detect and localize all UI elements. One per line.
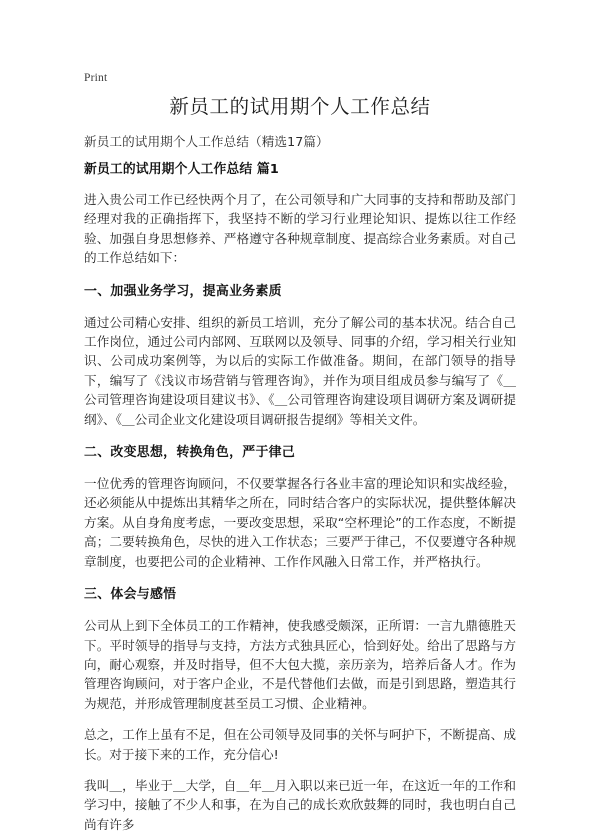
section-body-2: 一位优秀的管理咨询顾问，不仅要掌握各行各业丰富的理论知识和实战经验，还必须能从中提炼出其精华之所在，同时结合客户的实际状况，提供整体解决方案。从自身角度考虑，一要改变思想，采取“空杯理论”的工作态度，不断提高；二要转换角色，尽快的进入工作状态；三要严于律己，不仅要遵守各种规章制度，也要把公司的企业精神、工作作风融入日常工作，并严格执行。 — [84, 476, 516, 569]
print-link[interactable]: Print — [84, 72, 108, 84]
section-heading-1: 一、加强业务学习，提高业务素质 — [84, 283, 282, 299]
next-article-paragraph: 我叫＿，毕业于＿大学，自＿年＿月入职以来已近一年，在这近一年的工作和学习中，接触了不少人和事，在为自己的成长欢欣鼓舞的同时，我也明白自己尚有许多 — [84, 777, 516, 832]
section-body-3: 公司从上到下全体员工的工作精神，使我感受颇深，正所谓：一言九鼎德胜天下。平时领导的指导与支持，方法方式独具匠心，恰到好处。给出了思路与方向，耐心观察，并及时指导，但不大包大揽，亲历亲为，培养后备人才。作为管理咨询顾问，对于客户企业，不是代替他们去做，而是引到思路，塑造其行为规范，并形成管理制度甚至员工习惯、企业精神。 — [84, 618, 516, 711]
section-body-1: 通过公司精心安排、组织的新员工培训，充分了解公司的基本状况。结合自己工作岗位，通过公司内部网、互联网以及领导、同事的介绍，学习相关行业知识、公司成功案例等，为以后的实际工作做准备。期间，在部门领导的指导下，编写了《浅议市场营销与管理咨询》，并作为项目组成员参与编写了《＿公司管理咨询建设项目建议书》、《＿公司管理咨询建设项目调研方案及调研提纲》、《＿公司企业文化建设项目调研报告提纲》等相关文件。 — [84, 314, 516, 427]
page-title: 新员工的试用期个人工作总结 — [169, 95, 431, 118]
document-content — [84, 92, 516, 834]
article-heading: 新员工的试用期个人工作总结 篇1 — [84, 162, 279, 177]
intro-paragraph: 进入贵公司工作已经快两个月了，在公司领导和广大同事的支持和帮助及部门经理对我的正确指挥下，我坚持不断的学习行业理论知识、提炼以往工作经验、加强自身思想修养、严格遵守各种规章制度、提高综合业务素质。对自己的工作总结如下： — [84, 192, 516, 266]
closing-paragraph: 总之，工作上虽有不足，但在公司领导及同事的关怀与呵护下，不断提高、成长。对于接下来的工作，充分信心! — [84, 727, 516, 762]
document-subtitle: 新员工的试用期个人工作总结（精选17篇） — [84, 134, 329, 149]
section-heading-3: 三、体会与感悟 — [84, 587, 177, 603]
section-heading-2: 二、改变思想，转换角色，严于律己 — [84, 445, 296, 461]
